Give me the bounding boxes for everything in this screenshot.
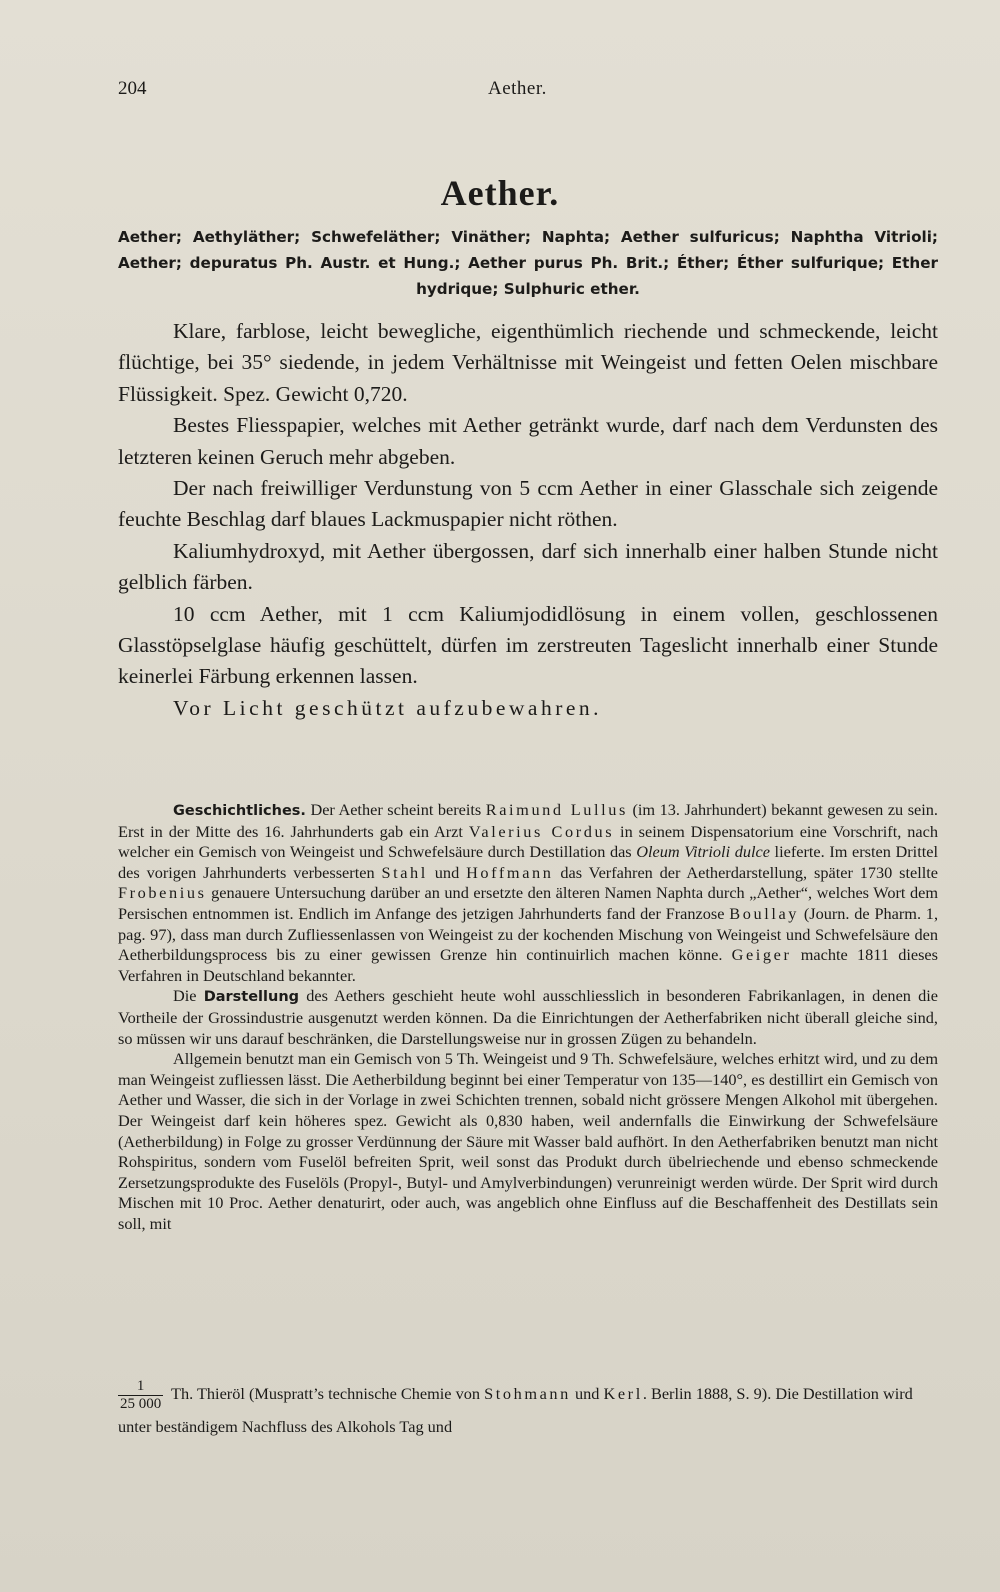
paragraph-test-iodide: 10 ccm Aether, mit 1 ccm Kaliumjodidlösung in einem vollen, geschlossenen Glasstöpselglase häufig geschüttelt, dürfen im zerstreuten Tageslicht innerhalb einer Stunde keinerlei Färbung erkennen lassen. bbox=[118, 601, 938, 689]
person-name: Stohmann bbox=[484, 1384, 571, 1404]
fraction-numerator: 1 bbox=[118, 1378, 163, 1396]
history-paragraph: Geschichtliches. Der Aether scheint bereits Raimund Lullus (im 13. Jahrhundert) bekannt gewesen zu sein. Erst in der Mitte des 16. Jahrhunderts gab ein Arzt Valerius Cordus in seinem Dispensatorium eine Vorschrift, nach welcher ein Gemisch von Weingeist und Schwefelsäure durch Destillation das Oleum Vitrioli dulce lieferte. Im ersten Drittel des vorigen Jahrhunderts verbesserten Stahl und Hoffmann das Verfahren der Aetherdarstellung, später 1730 stellte Frobenius genauere Untersuchung darüber an und ersetzte den älteren Namen Naphta durch „Aether“, welches Wort dem Persischen entnommen ist. Endlich im Anfange des jetzigen Jahrhunderts fand der Franzose Boullay (Journ. de Pharm. 1, pag. 97), dass man durch Zufliessenlassen von Weingeist zu der kochenden Mischung von Weingeist und Schwefelsäure den Aetherbildungsprocess bis zu einer gewissen Grenze hin continuirlich machen könne. Geiger machte 1811 dieses Verfahren in Deutschland bekannter. bbox=[118, 800, 939, 985]
person-name: Geiger bbox=[731, 945, 792, 965]
running-head: Aether. bbox=[488, 78, 547, 99]
paragraph-test-paper: Bestes Fliesspapier, welches mit Aether getränkt wurde, darf nach dem Verdunsten des letzteren keinen Geruch mehr abgeben. bbox=[118, 413, 938, 469]
page-number: 204 bbox=[118, 78, 147, 99]
paragraph-test-evaporation: Der nach freiwilliger Verdunstung von 5 ccm Aether in einer Glasschale sich zeigende feuchte Beschlag darf blaues Lackmuspapier nicht röthen. bbox=[118, 476, 938, 532]
fraction bbox=[118, 1378, 163, 1413]
person-name: Valerius Cordus bbox=[468, 821, 615, 841]
latin-term: Oleum Vitrioli dulce bbox=[636, 842, 770, 862]
monograph-body bbox=[118, 316, 938, 724]
synonyms-list: Aether; Aethyläther; Schwefeläther; Vinäther; Naphta; Aether sulfuricus; Naphtha Vitrioli; Aether; depuratus Ph. Austr. et Hung.; Aether purus Ph. Brit.; Éther; Éther sulfurique; Ether hydrique; Sulphuric ether. bbox=[118, 228, 938, 298]
continued-text: $\frac{1}{25 000}$ Th. Thieröl (Muspratt’s technische Chemie von Stohmann und Kerl. Berlin 1888, S. 9). Die Destillation wird unter beständigem Nachfluss des Alkohols Tag und bbox=[118, 1378, 913, 1436]
commentary-section bbox=[118, 800, 938, 1234]
production-heading: Darstellung bbox=[203, 989, 300, 1006]
page-header bbox=[118, 78, 938, 104]
paragraph-test-hydroxide: Kaliumhydroxyd, mit Aether übergossen, darf sich innerhalb einer halben Stunde nicht gelblich färben. bbox=[118, 538, 938, 595]
process-paragraph: Allgemein benutzt man ein Gemisch von 5 Th. Weingeist und 9 Th. Schwefelsäure, welches erhitzt wird, und zu dem man Weingeist zufliessen lässt. Die Aetherbildung beginnt bei einer Temperatur von 135—140°, es destillirt ein Gemisch von Aether und Wasser, die sich in der Vorlage in zwei Schichten trennen, sobald nicht grössere Mengen Alkohol mit übergehen. Der Weingeist darf kein höheres spez. Gewicht als 0,830 haben, weil andernfalls die Einwirkung der Schwefelsäure (Aetherbildung) in Folge zu grosser Verdünnung der Säure mit Wasser bald aufhört. In den Aetherfabriken benutzt man nicht Rohspiritus, sondern vom Fuselöl befreiten Sprit, weil sonst das Produkt durch übelriechende und ebenso schmeckende Zersetzungsprodukte des Fuselöls (Propyl-, Butyl- und Amylverbindungen) verunreinigt werden würde. Der Sprit wird durch Mischen mit 10 Proc. Aether denaturirt, oder auch, was angeblich ohne Einfluss auf die Beschaffenheit des Destillats sein soll, mit bbox=[118, 1049, 938, 1233]
history-heading: Geschichtliches. bbox=[173, 803, 306, 819]
paragraph-storage: Vor Licht geschützt aufzubewahren. bbox=[173, 695, 603, 720]
person-name: Stahl bbox=[381, 862, 428, 882]
article-title: Aether. bbox=[440, 173, 560, 213]
paragraph-description: Klare, farblose, leicht bewegliche, eigenthümlich riechende und schmeckende, leicht flüchtige, bei 35° siedende, in jedem Verhältnisse mit Weingeist und fetten Oelen mischbare Flüssigkeit. Spez. Gewicht 0,720. bbox=[118, 319, 938, 406]
person-name: Kerl bbox=[603, 1384, 643, 1404]
person-name: Frobenius bbox=[118, 883, 207, 903]
person-name: Raimund Lullus bbox=[485, 800, 628, 819]
person-name: Boullay bbox=[729, 903, 800, 923]
person-name: Hoffmann bbox=[466, 862, 554, 882]
production-paragraph: Die Darstellung des Aethers geschieht heute wohl ausschliesslich in besonderen Fabrikanlagen, in denen die Vortheile der Grossindustrie ausgenutzt werden können. Da die Einrichtungen der Aetherfabriken nicht überall gleiche sind, so müssen wir uns darauf beschränken, die Darstellungsweise nur in grossen Zügen zu behandeln. bbox=[118, 986, 938, 1048]
fraction-denominator: 25 000 bbox=[120, 1396, 162, 1412]
